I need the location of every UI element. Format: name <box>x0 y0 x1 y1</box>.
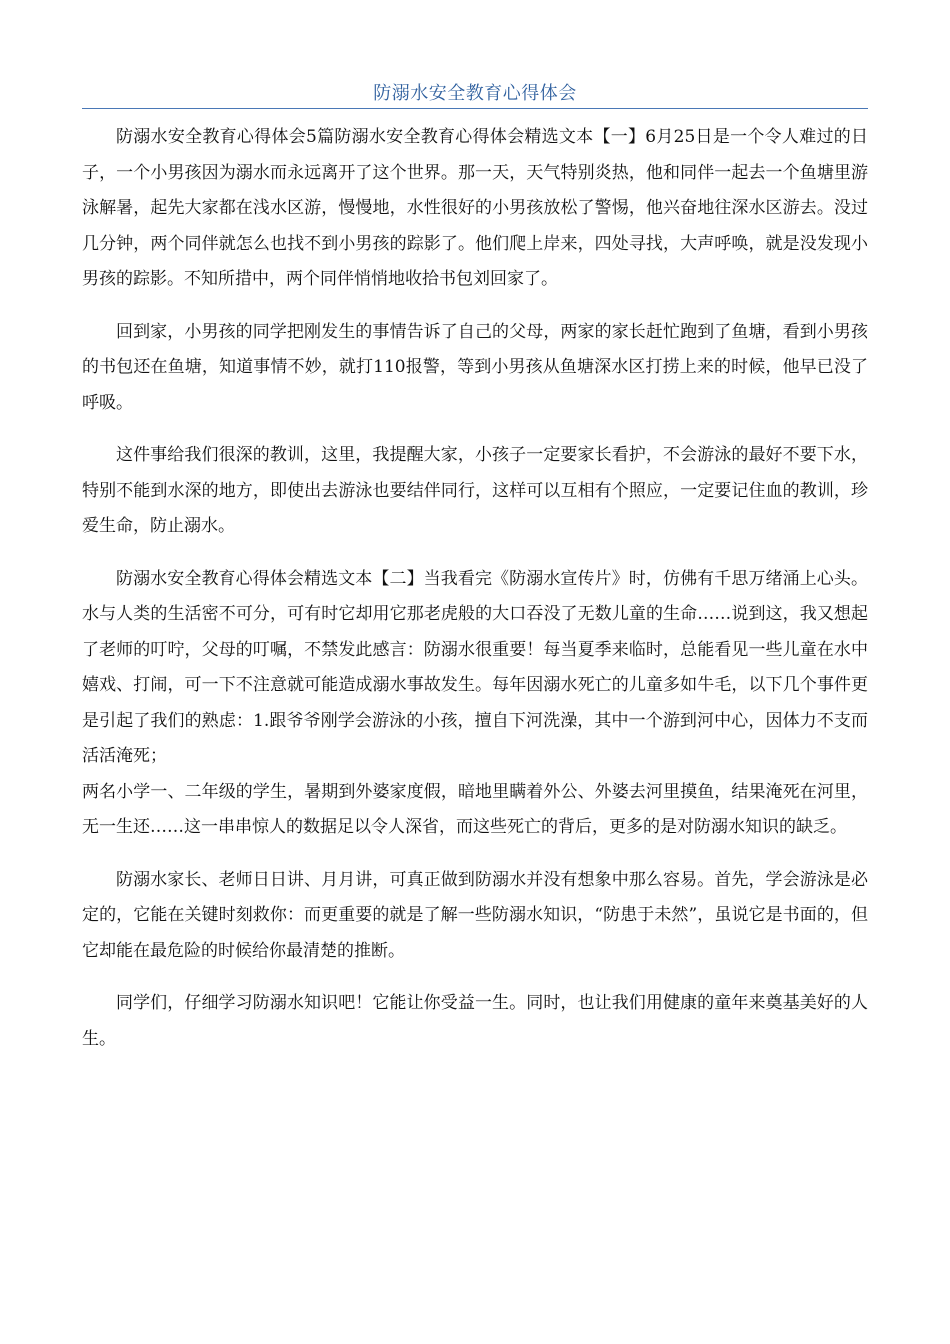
paragraph-7: 同学们，仔细学习防溺水知识吧！它能让你受益一生。同时，也让我们用健康的童年来奠基美好的人生。 <box>82 993 868 1049</box>
document-title: 防溺水安全教育心得体会 <box>373 83 577 104</box>
paragraph-1: 防溺水安全教育心得体会5篇防溺水安全教育心得体会精选文本【一】6月25日是一个令人难过的日子，一个小男孩因为溺水而永远离开了这个世界。那一天，天气特别炎热，他和同伴一起去一个鱼塘里游泳解暑，起先大家都在浅水区游，慢慢地，水性很好的小男孩放松了警惕，他兴奋地往深水区游去。没过几分钟，两个同伴就怎么也找不到小男孩的踪影了。他们爬上岸来，四处寻找，大声呼唤，就是没发现小男孩的踪影。不知所措中，两个同伴悄悄地收拾书包刘回家了。 <box>82 127 868 289</box>
paragraph-2: 回到家，小男孩的同学把刚发生的事情告诉了自己的父母，两家的家长赶忙跑到了鱼塘，看到小男孩的书包还在鱼塘，知道事情不妙，就打110报警，等到小男孩从鱼塘深水区打捞上来的时候，他早已没了呼吸。 <box>82 321 868 413</box>
paragraph-4: 防溺水安全教育心得体会精选文本【二】当我看完《防溺水宣传片》时，仿佛有千思万绪涌上心头。水与人类的生活密不可分，可有时它却用它那老虎般的大口吞没了无数儿童的生命……说到这，我又想起了老师的叮咛，父母的叮嘱，不禁发此感言：防溺水很重要！每当夏季来临时，总能看见一些儿童在水中嬉戏、打闹，可一下不注意就可能造成溺水事故发生。每年因溺水死亡的儿童多如牛毛，以下几个事件更是引起了我们的熟虑：1.跟爷爷刚学会游泳的小孩，擅自下河洗澡，其中一个游到河中心，因体力不支而活活淹死； <box>82 568 868 766</box>
paragraph-6: 防溺水家长、老师日日讲、月月讲，可真正做到防溺水并没有想象中那么容易。首先，学会游泳是必定的，它能在关键时刻救你：而更重要的就是了解一些防溺水知识，“防患于未然”，虽说它是书面的，但它却能在最危险的时候给你最清楚的推断。 <box>82 869 868 961</box>
title-underline <box>82 108 868 109</box>
paragraph-3: 这件事给我们很深的教训，这里，我提醒大家，小孩子一定要家长看护，不会游泳的最好不要下水，特别不能到水深的地方，即使出去游泳也要结伴同行，这样可以互相有个照应，一定要记住血的教训，珍爱生命，防止溺水。 <box>82 445 868 536</box>
paragraph-5: 两名小学一、二年级的学生，暑期到外婆家度假，暗地里瞒着外公、外婆去河里摸鱼，结果淹死在河里，无一生还……这一串串惊人的数据足以令人深省，而这些死亡的背后，更多的是对防溺水知识的缺乏。 <box>82 781 868 837</box>
document-body <box>82 120 868 1057</box>
